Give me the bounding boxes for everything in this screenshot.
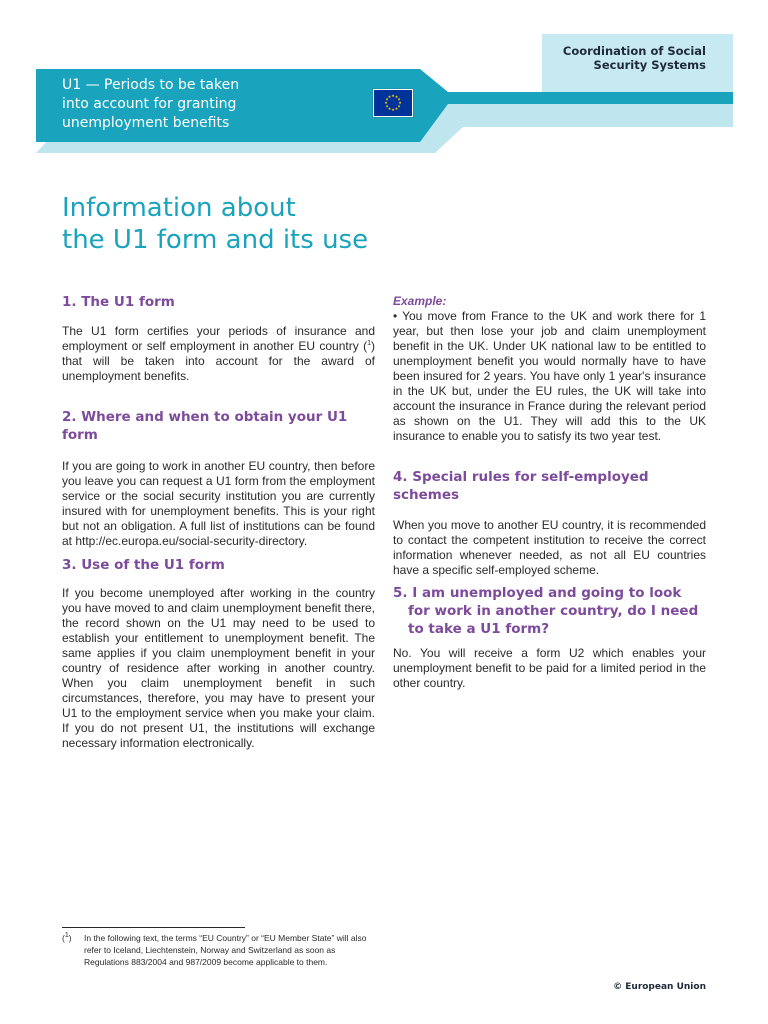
svg-text:★: ★ (385, 103, 389, 109)
section-4-body: When you move to another EU country, it is recommended to contact the competent institution to receive the correct information whenever needed, as not all EU countries have a specific self-employed scheme. (393, 518, 706, 577)
section-3 (62, 556, 375, 751)
example-label: Example: (393, 294, 447, 308)
eu-flag-stars (374, 90, 412, 116)
eu-flag-icon (373, 89, 413, 117)
svg-text:★: ★ (398, 100, 402, 105)
section-5-heading: 5. I am unemployed and going to look for work in another country, do I need to take a U1 form? (393, 585, 699, 637)
footnote-mark (62, 932, 72, 944)
svg-text:★: ★ (387, 93, 392, 99)
series-title (563, 44, 706, 72)
example-body: • You move from France to the UK and work there for 1 year, but then lose your job and claim unemployment benefit in the UK. Under UK national law to be entitled to unemployment benefit you would normally have to have been insured for 2 years. You have only 1 year's insurance in the UK but, under the EU rules, the UK will take into account the insurance in France during the relevant period as shown on the U1. They will add this to the UK insurance to enable you to satisfy its two year test. (393, 309, 706, 443)
footnote (62, 932, 375, 968)
footnote-text: In the following text, the terms “EU Country” or “EU Member State” will also refer to Iceland, Liechtenstein, Norway and Switzerland as soon as Regulations 883/2004 and 987/2009 become applicable to them. (84, 933, 367, 967)
form-title-line2: into account for granting (62, 96, 237, 112)
section-2-body: If you are going to work in another EU country, then before you leave you can request a U1 form from the employment service or the social security institution you are currently insured with for unemployment benefits. This is your right but not an obligation. A full list of institutions can be found at http://ec.europa.eu/social-security-directory. (62, 459, 375, 548)
svg-text:★: ★ (397, 103, 401, 109)
section-5-body: No. You will receive a form U2 which enables your unemployment benefit to be paid for a limited period in the other country. (393, 646, 706, 690)
section-3-body: If you become unemployed after working in the country you have moved to and claim unemployment benefit there, the record shown on the U1 may need to be used to establish your entitlement to unemployment benefit. The same applies if you claim unemployment benefit in your country of residence after working in another country. When you claim unemployment benefit in such circumstances, therefore, you may have to present your U1 to the employment service when you make your claim. If you do not present U1, the institutions will exchange necessary information electronically. (62, 586, 375, 750)
section-1-body-text: The U1 form certifies your periods of insurance and employment or self employment in another EU country ( (62, 324, 375, 353)
svg-text:★: ★ (394, 106, 399, 112)
svg-text:★: ★ (391, 107, 395, 112)
example-block (393, 294, 706, 444)
section-1-body (62, 324, 375, 384)
page-title-line2: the U1 form and its use (62, 225, 369, 255)
section-3-heading: 3. Use of the U1 form (62, 557, 225, 573)
form-title-line3: unemployment benefits (62, 115, 230, 131)
section-1-body-text-end: ) that will be taken into account for the award of unemployment benefits. (62, 339, 375, 383)
section-2 (62, 408, 375, 549)
page-title (62, 192, 368, 256)
section-4-heading: 4. Special rules for self-employed schemes (393, 469, 649, 503)
series-title-line1: Coordination of Social (562, 44, 706, 58)
copyright: © European Union (613, 982, 706, 992)
svg-text:★: ★ (387, 106, 392, 112)
svg-text:★: ★ (397, 96, 401, 102)
svg-text:★: ★ (384, 100, 388, 105)
page-title-line1: Information about (62, 193, 296, 223)
footnote-divider (62, 927, 245, 928)
section-1-heading: 1. The U1 form (62, 294, 175, 310)
svg-text:★: ★ (391, 93, 395, 98)
svg-text:★: ★ (394, 93, 399, 99)
section-5 (393, 584, 706, 691)
form-title-line1: U1 — Periods to be taken (62, 77, 240, 93)
svg-text:★: ★ (385, 96, 389, 102)
footnote-mark-close: ) (68, 933, 72, 943)
footnote-mark-open: ( (62, 933, 65, 943)
form-title (62, 76, 312, 133)
section-4 (393, 468, 706, 578)
footnote-mark-number: 1 (64, 932, 69, 940)
footnote-ref: 1 (367, 340, 371, 347)
section-1 (62, 293, 375, 384)
section-2-heading: 2. Where and when to obtain your U1 form (62, 409, 348, 443)
series-title-line2: Security Systems (593, 58, 706, 72)
